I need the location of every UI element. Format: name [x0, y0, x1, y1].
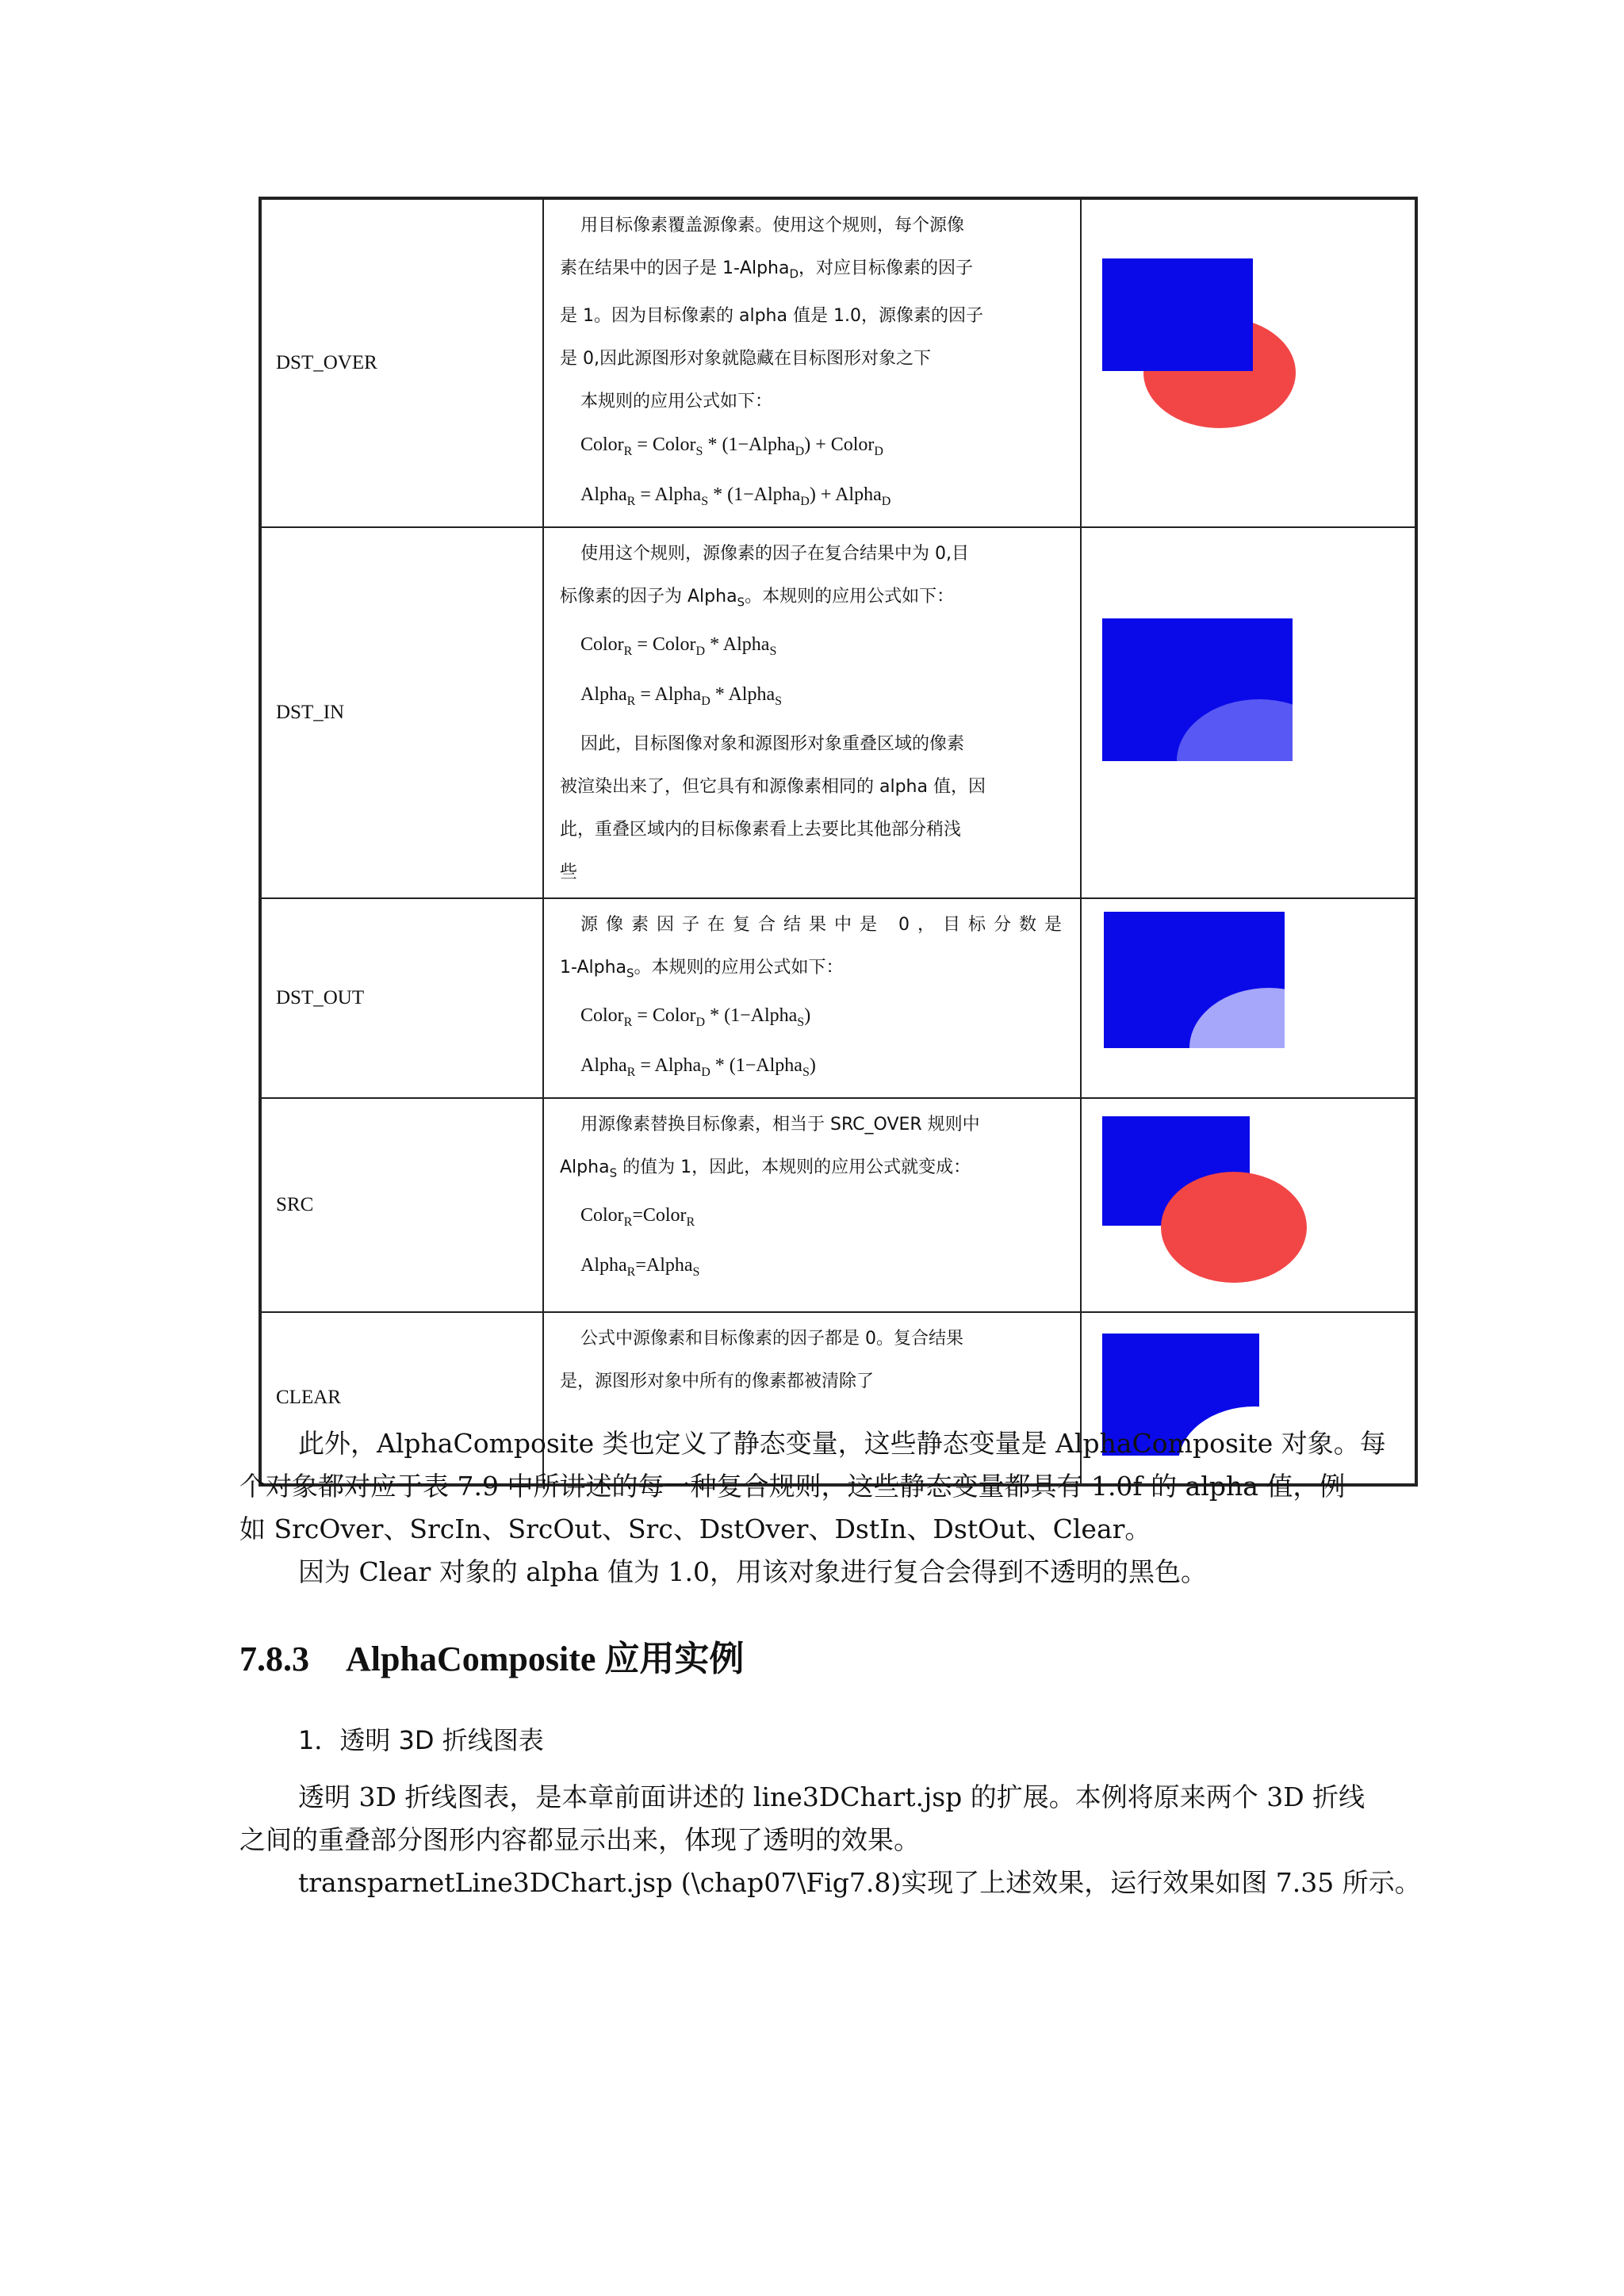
formula: Color$_R$=Color$_R$: [580, 1205, 695, 1230]
text-line: 此外，AlphaComposite 类也定义了静态变量，这些静态变量是 AlphaComposite 对象。每: [298, 1428, 1386, 1459]
desc-line: 标像素的因子为 Alpha$_S$。本规则的应用公式如下：: [560, 586, 955, 610]
desc-line: 用目标像素覆盖源像素。使用这个规则，每个源像: [580, 216, 965, 235]
section-title: AlphaComposite 应用实例: [346, 1640, 745, 1678]
rule-name: DST_OVER: [260, 198, 543, 527]
rule-image-cell: [1081, 527, 1416, 898]
desc-line: 1-Alpha$_S$。本规则的应用公式如下：: [560, 957, 844, 981]
rule-description: [543, 898, 1081, 1098]
dst-out-illustration: [1082, 899, 1415, 1070]
rule-name: DST_IN: [260, 527, 543, 898]
formula: Color$_R$ = Color$_D$ * Alpha$_S$: [580, 634, 777, 659]
desc-line: 因此，目标图像对象和源图形对象重叠区域的像素: [580, 733, 965, 754]
desc-line: 是 0,因此源图形对象就隐藏在目标图形对象之下: [560, 349, 931, 369]
rule-image-cell: [1081, 198, 1416, 527]
rule-description: [543, 527, 1081, 898]
desc-line: 是，源图形对象中所有的像素都被清除了: [560, 1371, 875, 1391]
section-number: 7.8.3: [239, 1640, 309, 1678]
src-illustration: [1082, 1099, 1415, 1313]
formula: Color$_R$ = Color$_D$ * (1−Alpha$_S$): [580, 1005, 811, 1030]
text-line: transparnetLine3DChart.jsp (\chap07\Fig7.8)实现了上述效果，运行效果如图 7.35 所示。: [298, 1867, 1421, 1898]
rule-name: DST_OUT: [260, 898, 543, 1098]
paragraph: [239, 1422, 1389, 1594]
text-line: 透明 3D 折线图表，是本章前面讲述的 line3DChart.jsp 的扩展。本例将原来两个 3D 折线: [298, 1781, 1365, 1812]
section-heading: [239, 1630, 744, 1681]
source-ellipse: [1161, 1172, 1307, 1283]
text-line: 如 SrcOver、SrcIn、SrcOut、Src、DstOver、DstIn、DstOut、Clear。: [239, 1513, 1151, 1544]
formula: Alpha$_R$=Alpha$_S$: [580, 1255, 700, 1279]
rule-description: [543, 198, 1081, 527]
formula: Color$_R$ = Color$_S$ * (1−Alpha$_D$) + Color$_D$: [580, 434, 883, 459]
desc-line: 此，重叠区域内的目标像素看上去要比其他部分稍浅: [560, 819, 962, 840]
desc-line: 是 1。因为目标像素的 alpha 值是 1.0，源像素的因子: [560, 306, 983, 327]
formula: Alpha$_R$ = Alpha$_D$ * Alpha$_S$: [580, 684, 782, 708]
desc-line: 些: [560, 862, 578, 882]
text-line: 因为 Clear 对象的 alpha 值为 1.0，用该对象进行复合会得到不透明的黑色。: [298, 1556, 1207, 1587]
overlap-region: [1177, 699, 1342, 823]
desc-line: 素在结果中的因子是 1-Alpha$_D$，对应目标像素的因子: [560, 258, 974, 281]
rule-image-cell: [1081, 898, 1416, 1098]
text-line: 之间的重叠部分图形内容都显示出来，体现了透明的效果。: [239, 1824, 920, 1855]
dst-over-illustration: [1082, 200, 1415, 499]
desc-line: 本规则的应用公式如下：: [580, 392, 773, 412]
paragraph: [239, 1776, 1421, 1904]
rule-name: SRC: [260, 1098, 543, 1312]
table-row: [260, 1098, 1416, 1312]
rule-name: CLEAR: [260, 1312, 543, 1485]
rule-description: [543, 1098, 1081, 1312]
desc-line: 被渲染出来了，但它具有和源像素相同的 alpha 值，因: [560, 776, 986, 797]
composite-rules-table: [259, 197, 1418, 1487]
dst-in-illustration: [1082, 528, 1415, 871]
destination-rect: [1102, 258, 1253, 371]
desc-line: Alpha$_S$ 的值为 1，因此，本规则的应用公式就变成：: [560, 1157, 971, 1181]
table-row: [260, 198, 1416, 527]
desc-line: 公式中源像素和目标像素的因子都是 0。复合结果: [580, 1328, 963, 1349]
desc-line: 用源像素替换目标像素，相当于 SRC_OVER 规则中: [580, 1114, 980, 1135]
desc-line: 使用这个规则，源像素的因子在复合结果中为 0,目: [580, 543, 969, 564]
formula: Alpha$_R$ = Alpha$_S$ * (1−Alpha$_D$) + Alpha$_D$: [580, 484, 891, 508]
table-row: [260, 898, 1416, 1098]
text-line: 个对象都对应于表 7.9 中所讲述的每一种复合规则，这些静态变量都具有 1.0f 的 alpha 值，例: [239, 1471, 1346, 1502]
table-row: [260, 527, 1416, 898]
formula: Alpha$_R$ = Alpha$_D$ * (1−Alpha$_S$): [580, 1055, 816, 1079]
rule-image-cell: [1081, 1098, 1416, 1312]
subheading: 1．透明 3D 折线图表: [298, 1725, 544, 1755]
desc-line: 源像素因子在复合结果中是 0，目标分数是: [580, 914, 1070, 935]
